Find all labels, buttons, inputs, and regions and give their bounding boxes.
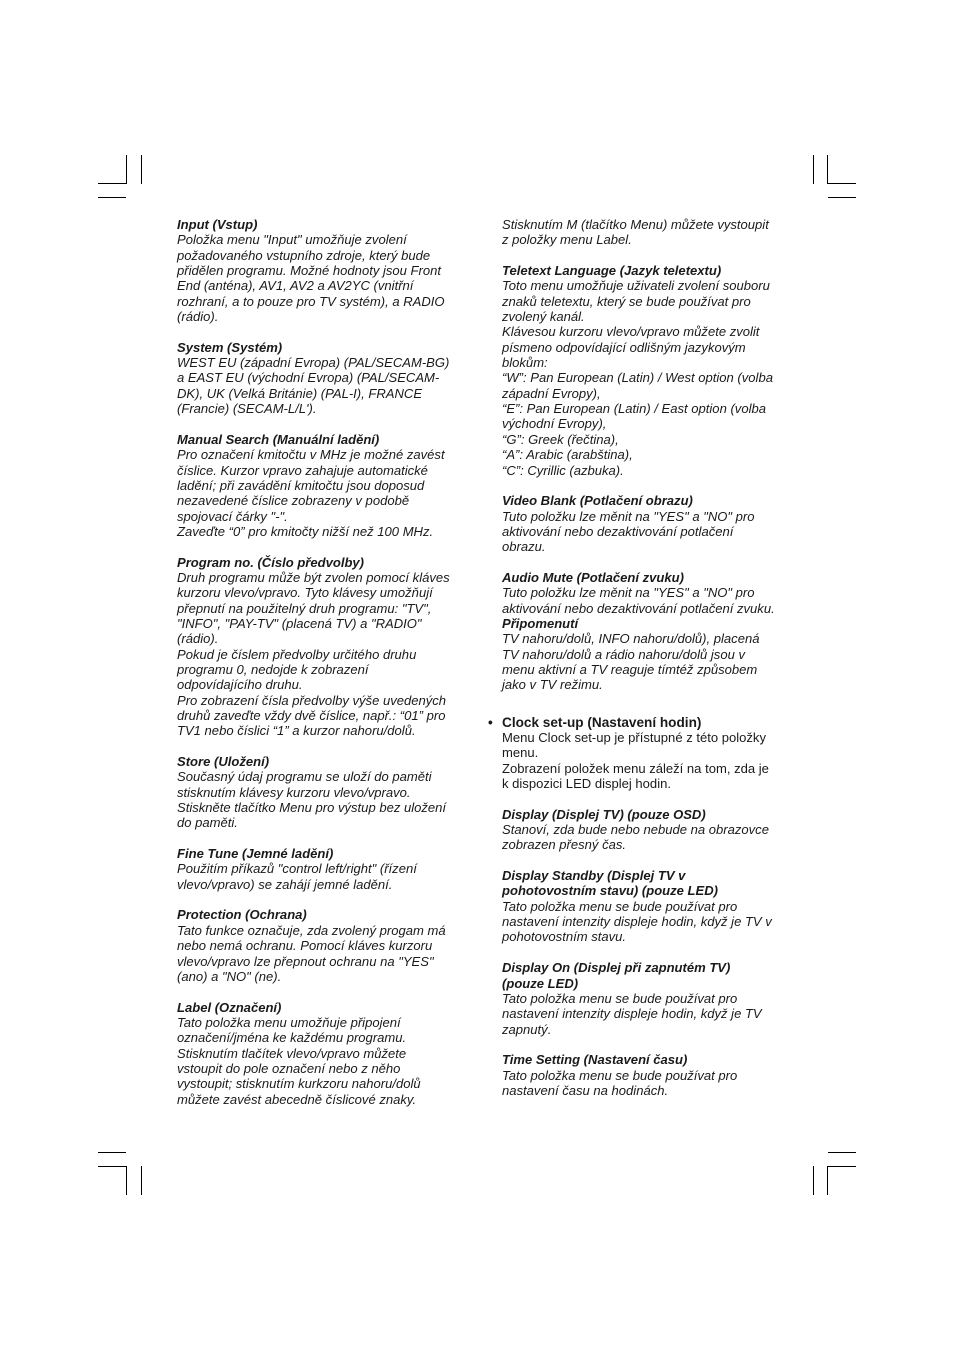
section-program-no [177,555,469,739]
section-heading: Display (Displej TV) (pouze OSD) [502,806,706,822]
section-heading: Time Setting (Nastavení času) [502,1052,688,1068]
section-heading: Audio Mute (Potlačení zvuku) [502,569,684,585]
section-display-standby [502,868,794,945]
section-input [177,217,469,324]
section-body: WEST EU (západní Evropa) (PAL/SECAM-BG) a EAST EU (východní Evropa) (PAL/SECAM- DK), UK (Velká Británie) (PAL-I), FRANCE (Francie) (SECAM-L/L'). [177,355,450,417]
section-protection [177,907,469,984]
section-display-on [502,960,794,1037]
note-heading: Připomenutí [502,615,579,631]
section-body: Pro označení kmitočtu v MHz je možné zavést číslice. Kurzor vpravo zahajuje automatické ladění; při zavádění kmitočtu jsou doposud nezavedené číslice zobrazeny v podobě spojovací čárky "-". Zaveďte “0” pro kmitočty nižší než 100 MHz. [177,447,445,539]
section-heading: Protection (Ochrana) [177,907,307,923]
section-body: Tuto položku lze měnit na "YES" a "NO" pro aktivování nebo dezaktivování potlačení zvuku. [502,585,775,616]
section-audio-mute [502,570,794,693]
right-column [488,217,794,1114]
section-heading: System (Systém) [177,339,283,355]
section-heading: Video Blank (Potlačení obrazu) [502,493,693,509]
section-fine-tune [177,846,469,892]
section-store [177,754,469,831]
section-heading: Input (Vstup) [177,217,258,232]
section-video-blank [502,493,794,554]
section-teletext-language [502,263,794,478]
section-heading: Store (Uložení) [177,754,270,770]
section-clock-setup [488,714,794,792]
section-heading: Teletext Language (Jazyk teletextu) [502,263,722,279]
section-body: Použitím příkazů "control left/right" (řízení vlevo/vpravo) se zahájí jemné ladění. [177,861,417,892]
section-body: Tato položka menu se bude používat pro nastavení intenzity displeje hodin, když je TV v pohotovostním stavu. [502,898,772,945]
clock-heading [488,714,794,730]
section-manual-search [177,432,469,539]
section-label [177,1000,469,1107]
section-heading: Display Standby (Displej TV v pohotovostním stavu) (pouze LED) [502,868,718,899]
section-heading: Fine Tune (Jemné ladění) [177,846,334,862]
note-body: TV nahoru/dolů, INFO nahoru/dolů), placená TV nahoru/dolů a rádio nahoru/dolů jsou v menu aktivní a TV reaguje tímtéž způsobem jako v TV režimu. [502,631,760,693]
section-body: Tato funkce označuje, zda zvolený progam má nebo nemá ochranu. Pomocí kláves kurzoru vlevo/vpravo lze přepnout ochranu na "YES" (ano) a "NO" (ne). [177,922,446,984]
section-body: Tato položka menu se bude používat pro nastavení intenzity displeje hodin, když je TV zapnutý. [502,990,762,1037]
section-time-setting [502,1052,794,1098]
section-body: Současný údaj programu se uloží do paměti stisknutím klávesy kurzoru vlevo/vpravo. Stiskněte tlačítko Menu pro výstup bez uložení do paměti. [177,769,447,831]
label-exit-note [502,217,794,248]
section-heading: Display On (Displej při zapnutém TV) (pouze LED) [502,960,731,991]
section-body: Tuto položku lze měnit na "YES" a "NO" pro aktivování nebo dezaktivování potlačení obrazu. [502,508,755,555]
left-column [177,217,469,1122]
section-body: Menu Clock set-up je přístupné z této položky menu. Zobrazení položek menu záleží na tom, zda je k dispozici LED displej hodin. [502,730,769,792]
section-body: Tato položka menu se bude používat pro nastavení času na hodinách. [502,1067,738,1098]
section-body: Stisknutím M (tlačítko Menu) můžete vystoupit z položky menu Label. [502,217,769,248]
section-body: Položka menu "Input" umožňuje zvolení požadovaného vstupního zdroje, který bude přidělen programu. Možné hodnoty jsou Front End (anténa), AV1, AV2 a AV2YC (vnitřní rozhraní, a to pouze pro TV systém), a RADIO (rádio). [177,232,445,325]
section-heading: Manual Search (Manuální ladění) [177,431,380,447]
section-body: Druh programu může být zvolen pomocí kláves kurzoru vlevo/vpravo. Tyto klávesy umožňují přepnutí na použitelný druh programu: "TV", "INFO", "PAY-TV" (placená TV) a "RADIO" (rádio). Pokud je číslem předvolby určitého druhu programu 0, nedojde k zobrazení odpovídajícího druhu. Pro zobrazení čísla předvolby výše uvedených druhů zaveďte vždy dvě číslice, např.: “01” pro TV1 nebo číslici “1” a kurzor nahoru/dolů. [177,569,450,739]
section-body: Stanoví, zda bude nebo nebude na obrazovce zobrazen přesný čas. [502,822,769,853]
section-heading: Label (Označení) [177,999,282,1015]
section-system [177,340,469,417]
bullet-icon: • [488,714,493,730]
section-body: Toto menu umožňuje uživateli zvolení souboru znaků teletextu, který se bude používat pro zvolený kanál. Klávesou kurzoru vlevo/vpravo můžete zvolit písmeno odpovídající odlišným jazykovým blokům: “W”: Pan European (Latin) / West option (volba západní Evropy), “E”: Pan European (Latin) / East option (volba východní Evropy), “G”: Greek (řečtina), “A”: Arabic (arabština), “C”: Cyrillic (azbuka). [502,278,773,478]
section-display [502,807,794,853]
clock-heading-text: Clock set-up (Nastavení hodin) [502,714,702,730]
section-heading: Program no. (Číslo předvolby) [177,554,365,570]
section-body: Tato položka menu umožňuje připojení označení/jména ke každému programu. Stisknutím tlačítek vlevo/vpravo můžete vstoupit do pole označení nebo z něho vystoupit; stisknutím kurkzoru nahoru/dolů můžete zavést abecedně číslicové znaky. [177,1014,421,1107]
